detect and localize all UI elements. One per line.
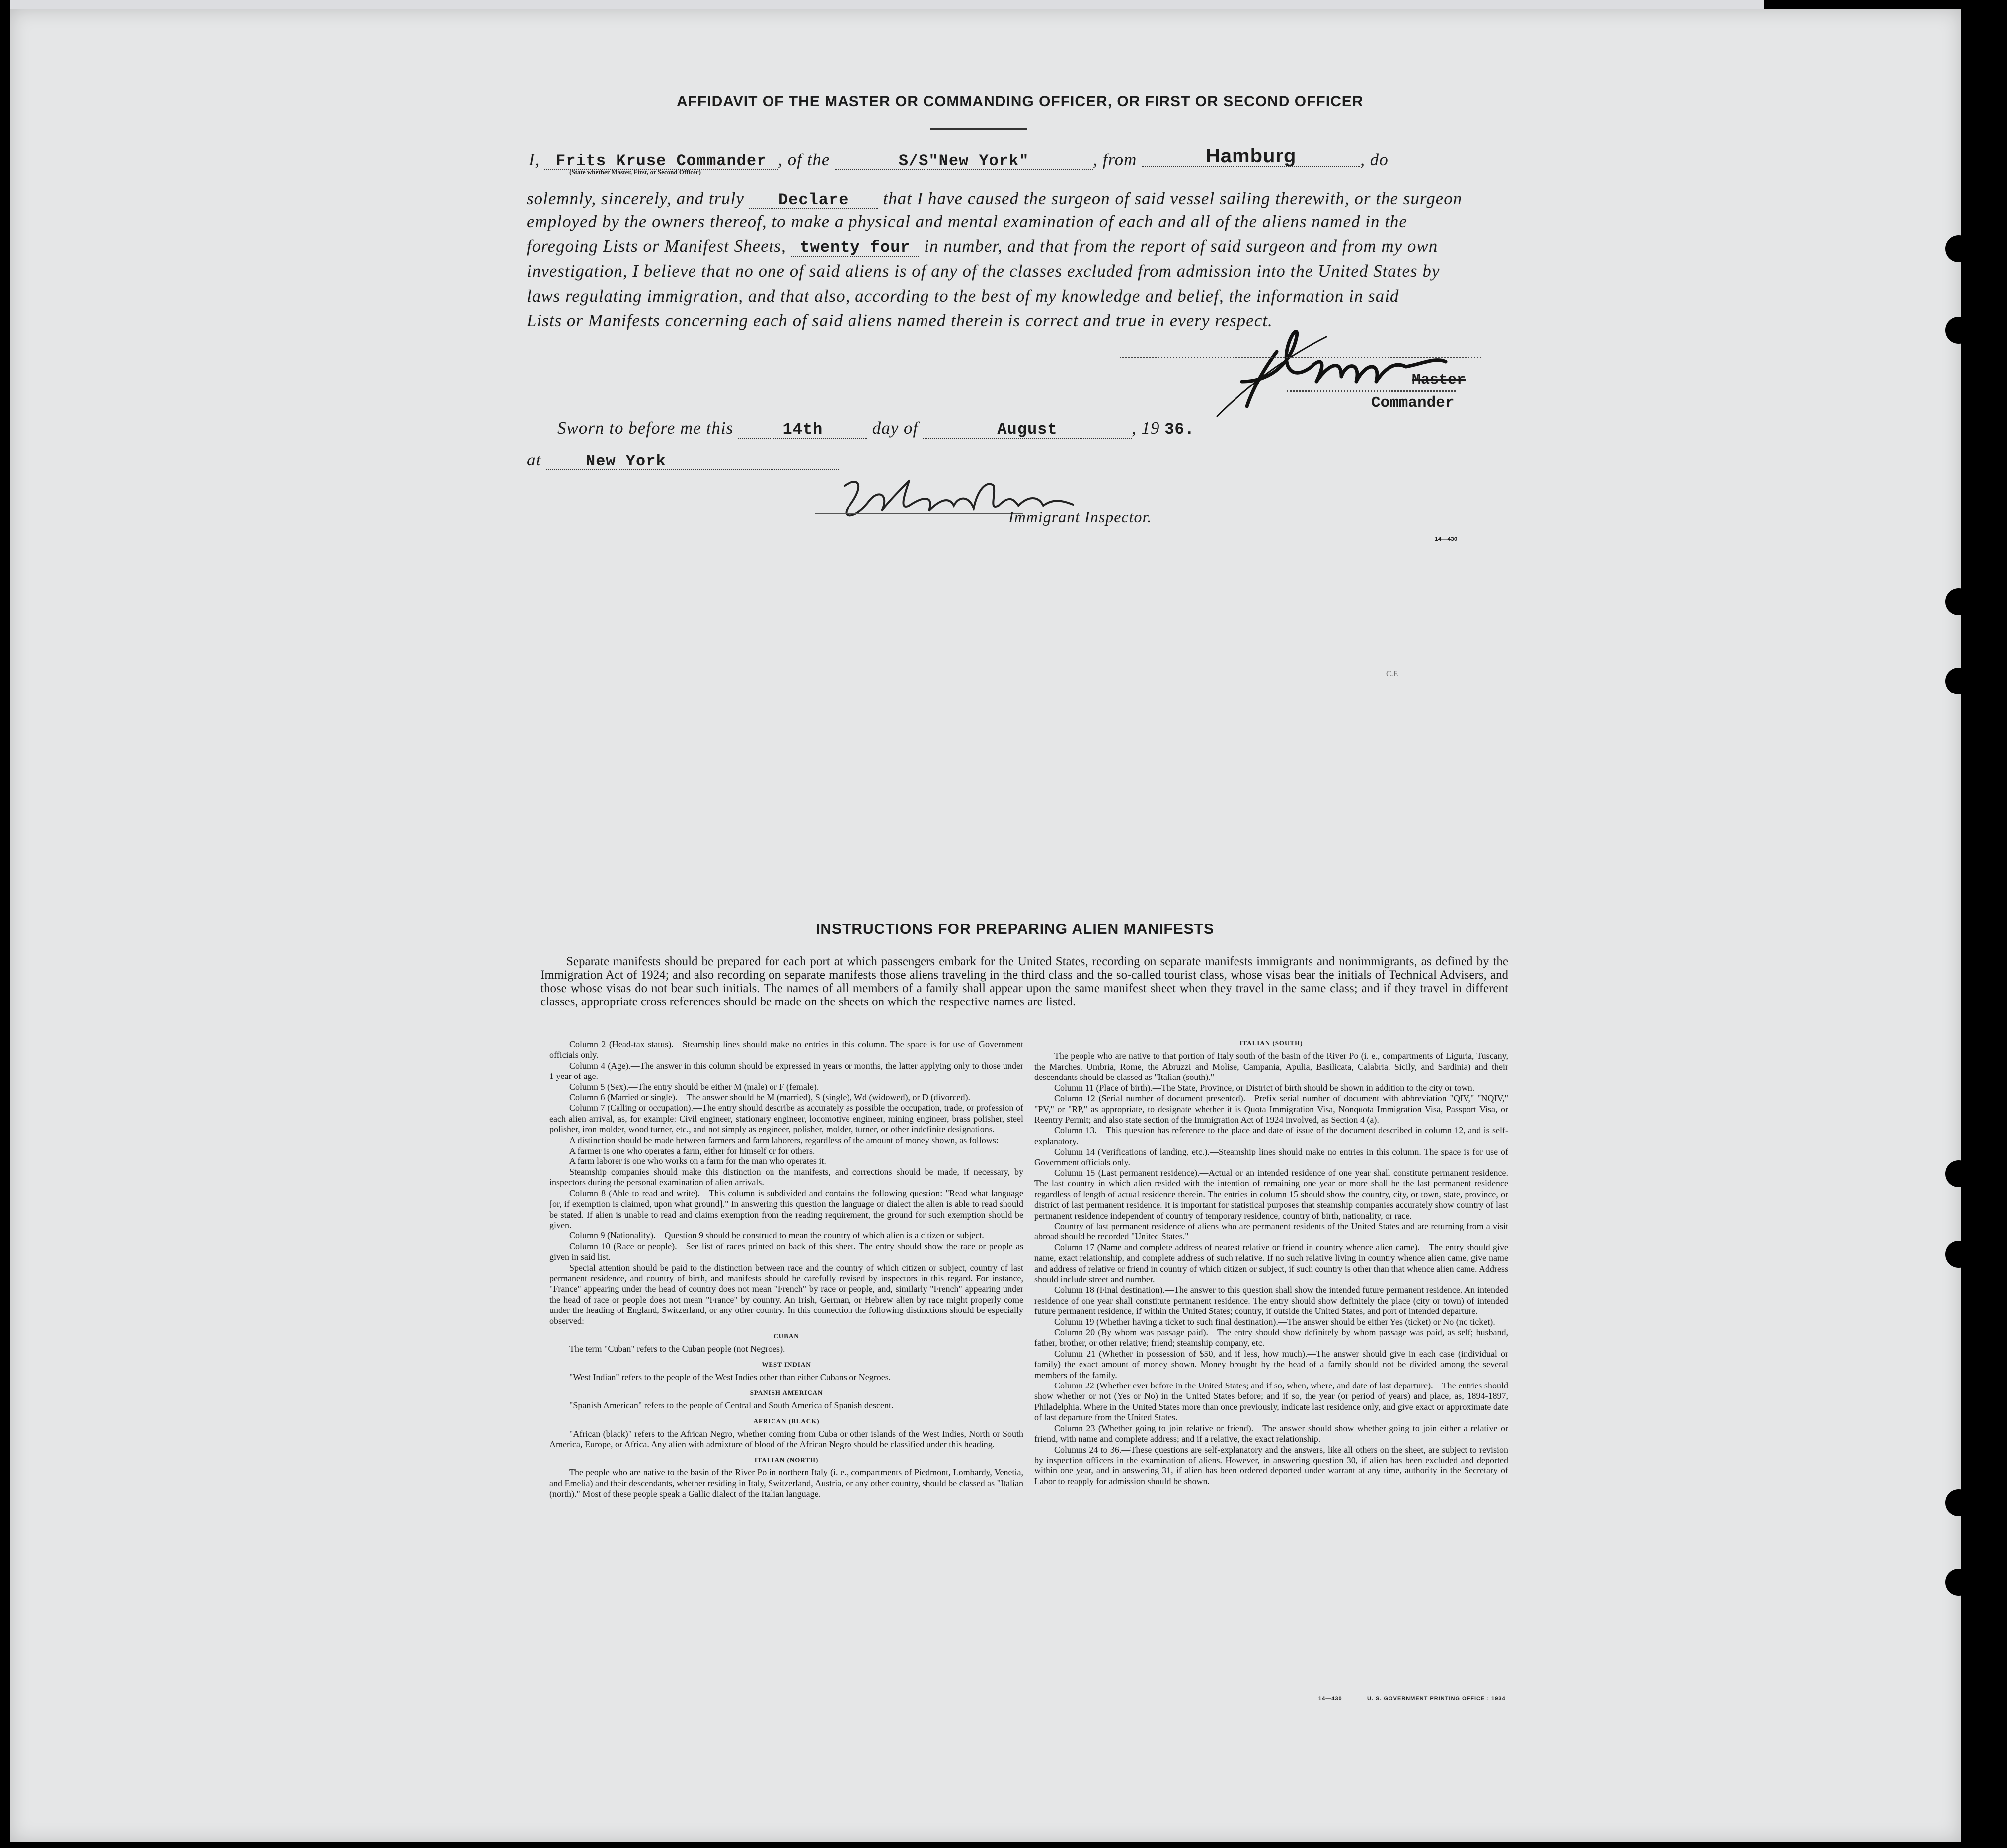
officer-field: Frits Kruse Commander (556, 152, 767, 170)
affidavit-line-4: foregoing Lists or Manifest Sheets, twenty four in number, and that from the report of said surgeon and from my own (527, 236, 1438, 257)
manifest-sheet (10, 9, 1961, 1842)
column-paragraph: Column 12 (Serial number of document presented).—Prefix serial number of document with abbreviation "QIV," "NQIV," "PV," or "RP," as appropriate, to designate whether it is Quota Immigration Visa, Nonquota Immigration Visa, Passport Visa, or Reentry Permit; and also state section of the Immigration Act of 1924 involved, as Section 4 (a). (1034, 1093, 1508, 1125)
column-paragraph: Column 15 (Last permanent residence).—Actual or an intended residence of one year shall constitute permanent residence. The last country in which alien resided with the intention of remaining one year or more shall be the last permanent residence regardless of length of actual residence therein. The entries in column 15 should show the country, city, or town, state, province, or district of last permanent residence. It is important for statistical purposes that steamship companies accurately show country of last permanent residence independent of country of temporary residence, country of birth, nationality, or race. (1034, 1167, 1508, 1221)
sworn-year-field: 36. (1164, 420, 1195, 439)
pronoun: I, (529, 150, 540, 169)
sworn-month-field: August (997, 420, 1058, 439)
race-heading: ITALIAN (NORTH) (754, 1456, 819, 1463)
from-label: , from (1093, 150, 1137, 169)
race-definition: "African (black)" refers to the African Negro, whether coming from Cuba or other islands of the West Indies, North or South America, Europe, or Africa. Any alien with admixture of blood of the African Negro should be classified under this heading. (549, 1429, 1023, 1450)
column-paragraph: Column 11 (Place of birth).—The State, Province, or District of birth should be shown in addition to the city or town. (1054, 1082, 1475, 1093)
column-paragraph: Column 14 (Verifications of landing, etc.).—Steamship lines should make no entries in this column. The space is for use of Government officials only. (1034, 1147, 1508, 1167)
column-paragraph: Column 21 (Whether in possession of $50, and if less, how much).—The answer should give in each case (individual or family) the exact amount of money shown. Money brought by the head of a family should not be divided among the several members of the family. (1034, 1348, 1508, 1380)
sheet-count-field: twenty four (800, 238, 911, 257)
punch-hole (1945, 1160, 1972, 1187)
column-paragraph: Column 6 (Married or single).—The answer should be M (married), S (single), Wd (widowed), or D (divorced). (569, 1092, 970, 1103)
column-paragraph: A distinction should be made between farmers and farm laborers, regardless of the amount of money shown, as follows: (569, 1135, 999, 1145)
affidavit-line-3: employed by the owners thereof, to make a physical and mental examination of each and all of the aliens named in the (527, 212, 1407, 231)
column-paragraph: Column 2 (Head-tax status).—Steamship lines should make no entries in this column. The space is for use of Government officials only. (549, 1039, 1023, 1060)
punch-hole (1945, 1489, 1972, 1516)
column-paragraph: Column 23 (Whether going to join relative or friend).—The answer should show whether going to join either a relative or friend, with name and complete address; and if a relative, the exact relationship. (1034, 1423, 1508, 1444)
signature-line (1120, 357, 1481, 358)
instructions-heading: INSTRUCTIONS FOR PREPARING ALIEN MANIFESTS (816, 921, 1215, 937)
stray-mark: C.E (1386, 670, 1398, 678)
column-paragraph: Column 17 (Name and complete address of nearest relative or friend in country whence alien came).—The entry should give name, exact relationship, and complete address of such relative. If no such relative living in country whence alien came, give name and address of relative or friend in country of which citizen or subject, if such country is other than that whence alien came. Address should include street and number. (1034, 1242, 1508, 1284)
footer-form-number: 14—430 (1318, 1696, 1342, 1702)
officer-title: Commander (1371, 394, 1455, 412)
instructions-intro (540, 955, 1508, 1008)
column-paragraph: A farm laborer is one who works on a farm for the man who operates it. (569, 1156, 826, 1166)
column-paragraph: Column 22 (Whether ever before in the United States; and if so, when, where, and date of last departure).—The entries should show whether or not (Yes or No) in the United States before; and if so, the year (or period of years) and place, as, 1894-1897, Philadelphia. Where in the United States more than once previously, indicate last residence only, and give exact or approximate date of last departure from the United States. (1034, 1381, 1508, 1423)
race-heading: CUBAN (773, 1332, 799, 1340)
column-paragraph: Special attention should be paid to the distinction between race and the country of which citizen or subject, country of last permanent residence, and country of birth, and manifests should be carefully revised by inspectors in this regard. For instance, "France" appearing under the head of country does not mean "French" by race or people, and, similarly "French" appearing under the head of race or people does not mean "France" by country. An Irish, German, or Hebrew alien by race might properly come under the heading of England, Switzerland, or any other country. In this connection the following distinctions should be especially observed: (549, 1262, 1023, 1326)
vessel-field: S/S"New York" (898, 152, 1029, 170)
port-field: Hamburg (1205, 145, 1297, 167)
do-label: , do (1360, 150, 1389, 169)
declare-field: Declare (778, 191, 849, 209)
punch-hole (1945, 1241, 1972, 1268)
punch-hole (1945, 588, 1972, 615)
footer-printer: U. S. GOVERNMENT PRINTING OFFICE : 1934 (1367, 1696, 1506, 1702)
column-paragraph: Column 9 (Nationality).—Question 9 should be construed to mean the country of which alien is a citizen or subject. (569, 1231, 984, 1241)
affidavit-line-6: laws regulating immigration, and that also, according to the best of my knowledge and belief, the information in said (527, 286, 1399, 306)
punch-hole (1945, 235, 1972, 262)
place-field: New York (585, 452, 666, 470)
race-heading: WEST INDIAN (762, 1360, 811, 1368)
intro-paragraph: Separate manifests should be prepared for each port at which passengers embark for the United States, recording on separate manifests immigrants and nonimmigrants, as defined by the Immigration Act of 1924; and also recording on separate manifests those aliens traveling in the third class and the so-called tourist class, whose visas bear the initials of Technical Advisers, and those whose visas do not bear such initials. The names of all members of a family shall appear upon the same manifest sheet when they travel in the same class; and if they travel in different classes, appropriate cross references should be made on the sheets on which the respective names are listed. (540, 955, 1508, 1008)
column-paragraph: Country of last permanent residence of aliens who are permanent residents of the United States and are returning from a visit abroad should be recorded "United States." (1034, 1221, 1508, 1242)
left-column (549, 1039, 1023, 1500)
column-paragraph: Column 13.—This question has reference to the place and date of issue of the document described in column 12, and is self-explanatory. (1034, 1125, 1508, 1146)
inspector-line (815, 513, 1023, 514)
column-paragraph: Steamship companies should make this distinction on the manifests, and corrections should be made, if necessary, by inspectors during the personal examination of alien arrivals. (549, 1166, 1023, 1188)
right-column (1034, 1039, 1508, 1487)
place-line: at New York (527, 451, 839, 470)
heading-rule (930, 128, 1027, 130)
race-definition: The term "Cuban" refers to the Cuban people (not Negroes). (569, 1344, 785, 1354)
officer-caption: (State whether Master, First, or Second Officer) (569, 168, 701, 176)
column-paragraph: Columns 24 to 36.—These questions are self-explanatory and the answers, like all others on the sheet, are subject to revision by inspection officers in the examination of aliens. However, in answering question 30, if alien has been excluded and deported within one year, and in answering 31, if alien has been ordered deported under warrant at any time, authority in the Secretary of Labor to reapply for admission should be shown. (1034, 1444, 1508, 1486)
punch-hole (1945, 317, 1972, 344)
race-definition: "West Indian" refers to the people of the West Indies other than either Cubans or Negroes. (569, 1372, 891, 1383)
column-paragraph: Column 8 (Able to read and write).—This column is subdivided and contains the following question: "Read what language [or, if exemption is claimed, upon what ground]." In answering this question the language or dialect the alien is able to read should be stated. If alien is unable to read and claims exemption from the reading requirement, the ground for such exemption should be given. (549, 1188, 1023, 1230)
affidavit-heading: AFFIDAVIT OF THE MASTER OR COMMANDING OFFICER, OR FIRST OR SECOND OFFICER (677, 93, 1364, 110)
affidavit-line-1 (529, 145, 1497, 176)
column-paragraph: Column 19 (Whether having a ticket to such final destination).—The answer should be either Yes (ticket) or No (no ticket). (1054, 1316, 1495, 1327)
column-paragraph: Column 4 (Age).—The answer in this column should be expressed in years or months, the latter applying only to those under 1 year of age. (549, 1060, 1023, 1081)
struck-title: Master (1412, 372, 1466, 388)
column-paragraph: Column 5 (Sex).—The entry should be either M (male) or F (female). (569, 1081, 819, 1092)
affidavit-line-5: investigation, I believe that no one of said aliens is of any of the classes excluded from admission into the United States by (527, 261, 1440, 281)
column-paragraph: Column 20 (By whom was passage paid).—The entry should show definitely by whom passage was paid, as self; husband, father, brother, or other relative; friend; steamship company, etc. (1034, 1327, 1508, 1348)
inspector-title: Immigrant Inspector. (1008, 508, 1152, 526)
race-definition: The people who are native to the basin of the River Po in northern Italy (i. e., compartments of Piedmont, Lombardy, Venetia, and Emelia) and their descendants, whether residing in Italy, Switzerland, Austria, or any other country, should be classed as "Italian (north)." Most of these people speak a Gallic dialect of the Italian language. (549, 1467, 1023, 1499)
race-definition: "Spanish American" refers to the people of Central and South America of Spanish descent. (569, 1400, 894, 1411)
affidavit-line-7: Lists or Manifests concerning each of said aliens named therein is correct and true in every respect. (527, 311, 1273, 330)
column-paragraph: A farmer is one who operates a farm, either for himself or for others. (569, 1146, 815, 1156)
title-line (1287, 390, 1456, 392)
column-paragraph: Column 7 (Calling or occupation).—The entry should describe as accurately as possible the occupation, trade, or profession of each alien arrival, as, for example: Civil engineer, stationary engineer, locomotive engineer, mining engineer, brass polisher, steel polisher, iron molder, wood turner, etc., and not simply as engineer, polisher, molder, turner, or other indefinite designations. (549, 1103, 1023, 1135)
form-number: 14—430 (1435, 536, 1458, 542)
punch-hole (1945, 1569, 1972, 1596)
sworn-day-field: 14th (782, 420, 823, 439)
race-heading: ITALIAN (SOUTH) (1239, 1039, 1303, 1047)
column-paragraph: The people who are native to that portion of Italy south of the basin of the River Po (i. e., compartments of Liguria, Tuscany, the Marches, Umbria, Rome, the Abruzzi and Molise, Campania, Apulia, Basilicata, Calabria, Sicily, and Sardinia) and their descendants should be classed as "Italian (south)." (1034, 1051, 1508, 1082)
of-the-label: , of the (778, 150, 830, 169)
race-heading: SPANISH AMERICAN (750, 1388, 823, 1396)
column-paragraph: Column 18 (Final destination).—The answer to this question shall show the intended future permanent residence. An intended residence of one year shall constitute permanent residence. The entry should show definitely the place (city or town) of intended future permanent residence, if within the United States; country, if outside the United States, and port of intended departure. (1034, 1285, 1508, 1316)
column-paragraph: Column 10 (Race or people).—See list of races printed on back of this sheet. The entry should show the race or people as given in said list. (549, 1241, 1023, 1262)
race-heading: AFRICAN (BLACK) (753, 1417, 820, 1425)
punch-hole (1945, 668, 1972, 694)
sworn-line: Sworn to before me this 14th day of August , 19 36. (557, 418, 1195, 439)
affidavit-line-2: solemnly, sincerely, and truly Declare that I have caused the surgeon of said vessel sailing therewith, or the surgeon (527, 189, 1463, 209)
